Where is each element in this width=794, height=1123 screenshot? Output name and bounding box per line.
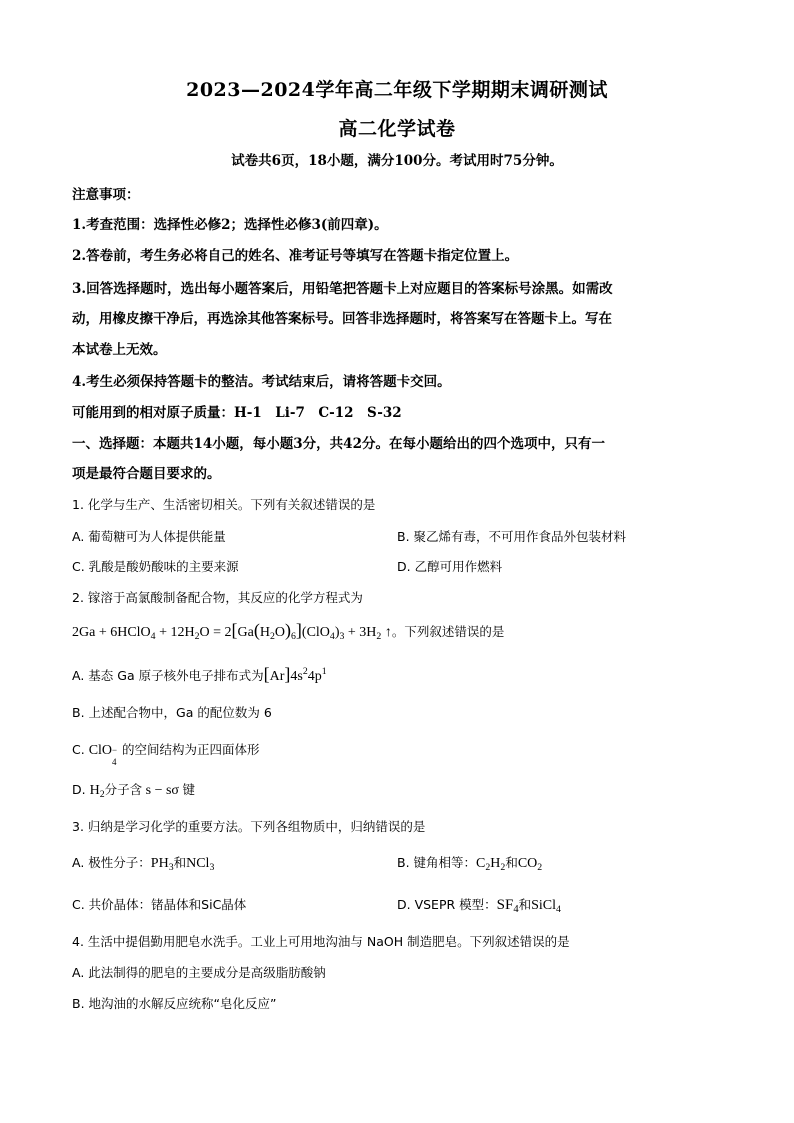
notice-item-1: 1.考查范围：选择性必修2；选择性必修3(前四章)。 — [72, 217, 388, 233]
exam-title: 2023—2024学年高二年级下学期期末调研测试 — [186, 79, 608, 101]
notice-item-3-line1: 3.回答选择题时，选出每小题答案后，用铅笔把答题卡上对应题目的答案标号涂黑。如需改 — [72, 281, 613, 297]
notice-item-2: 2.答卷前，考生务必将自己的姓名、准考证号等填写在答题卡指定位置上。 — [72, 248, 519, 264]
question-4-option-a: A. 此法制得的肥皂的主要成分是高级脂肪酸钠 — [72, 965, 326, 980]
question-2-equation-tail: 。下列叙述错误的是 — [391, 624, 505, 639]
section-1-line2: 项是最符合题目要求的。 — [72, 466, 221, 482]
question-3-option-b: B. 键角相等：$C_2H_2$和$CO_2$ — [397, 855, 543, 873]
question-1-option-a: A. 葡萄糖可为人体提供能量 — [72, 529, 226, 544]
question-1-option-b: B. 聚乙烯有毒，不可用作食品外包装材料 — [397, 529, 627, 544]
question-2-stem: 2. 镓溶于高氯酸制备配合物，其反应的化学方程式为 — [72, 590, 363, 605]
question-2-option-d: D. $H_2$分子含 s − sσ 键 — [72, 782, 195, 800]
exam-subtitle: 高二化学试卷 — [338, 118, 456, 140]
question-1-stem: 1. 化学与生产、生活密切相关。下列有关叙述错误的是 — [72, 497, 376, 512]
question-1-option-c: C. 乳酸是酸奶酸味的主要来源 — [72, 559, 239, 574]
question-2-option-a: A. 基态 Ga 原子核外电子排布式为$[Ar]4s^24p^1$ — [72, 664, 327, 684]
question-2-option-b: B. 上述配合物中，Ga 的配位数为 6 — [72, 705, 272, 720]
notice-item-3-line2: 动，用橡皮擦干净后，再选涂其他答案标号。回答非选择题时，将答案写在答题卡上。写在 — [72, 311, 612, 327]
atomic-mass-line: 可能用到的相对原子质量：H-1 Li-7 C-12 S-32 — [72, 405, 402, 421]
exam-info: 试卷共6页，18小题，满分100分。考试用时75分钟。 — [231, 153, 563, 169]
question-2-option-c: C. ClO − 4 的空间结构为正四面体形 — [72, 742, 260, 767]
question-3-option-a: A. 极性分子：$PH_3$和NCl$_3$ — [72, 855, 215, 873]
question-3-option-d: D. VSEPR 模型：$SF_4$和SiCl$_4$ — [397, 897, 561, 915]
question-4-stem: 4. 生活中提倡勤用肥皂水洗手。工业上可用地沟油与 NaOH 制造肥皂。下列叙述错误的是 — [72, 934, 570, 949]
question-1-option-d: D. 乙醇可用作燃料 — [397, 559, 503, 574]
notice-heading: 注意事项： — [72, 187, 140, 203]
section-1-line1: 一、选择题：本题共14小题，每小题3分，共42分。在每小题给出的四个选项中，只有一 — [72, 436, 605, 452]
question-3-option-c: C. 共价晶体：锗晶体和SiC晶体 — [72, 897, 247, 912]
notice-item-4: 4.考生必须保持答题卡的整洁。考试结束后，请将答题卡交回。 — [72, 374, 451, 390]
question-2-equation: 2Ga + 6HClO$_4$ + $12H_2O = 2[Ga(H_2O)_6](ClO_4)_3 + 3H_2$ ↑。下列叙述错误的是 — [72, 620, 505, 642]
notice-item-3-line3: 本试卷上无效。 — [72, 342, 167, 358]
question-3-stem: 3. 归纳是学习化学的重要方法。下列各组物质中，归纳错误的是 — [72, 819, 426, 834]
question-4-option-b: B. 地沟油的水解反应统称“皂化反应” — [72, 996, 277, 1011]
